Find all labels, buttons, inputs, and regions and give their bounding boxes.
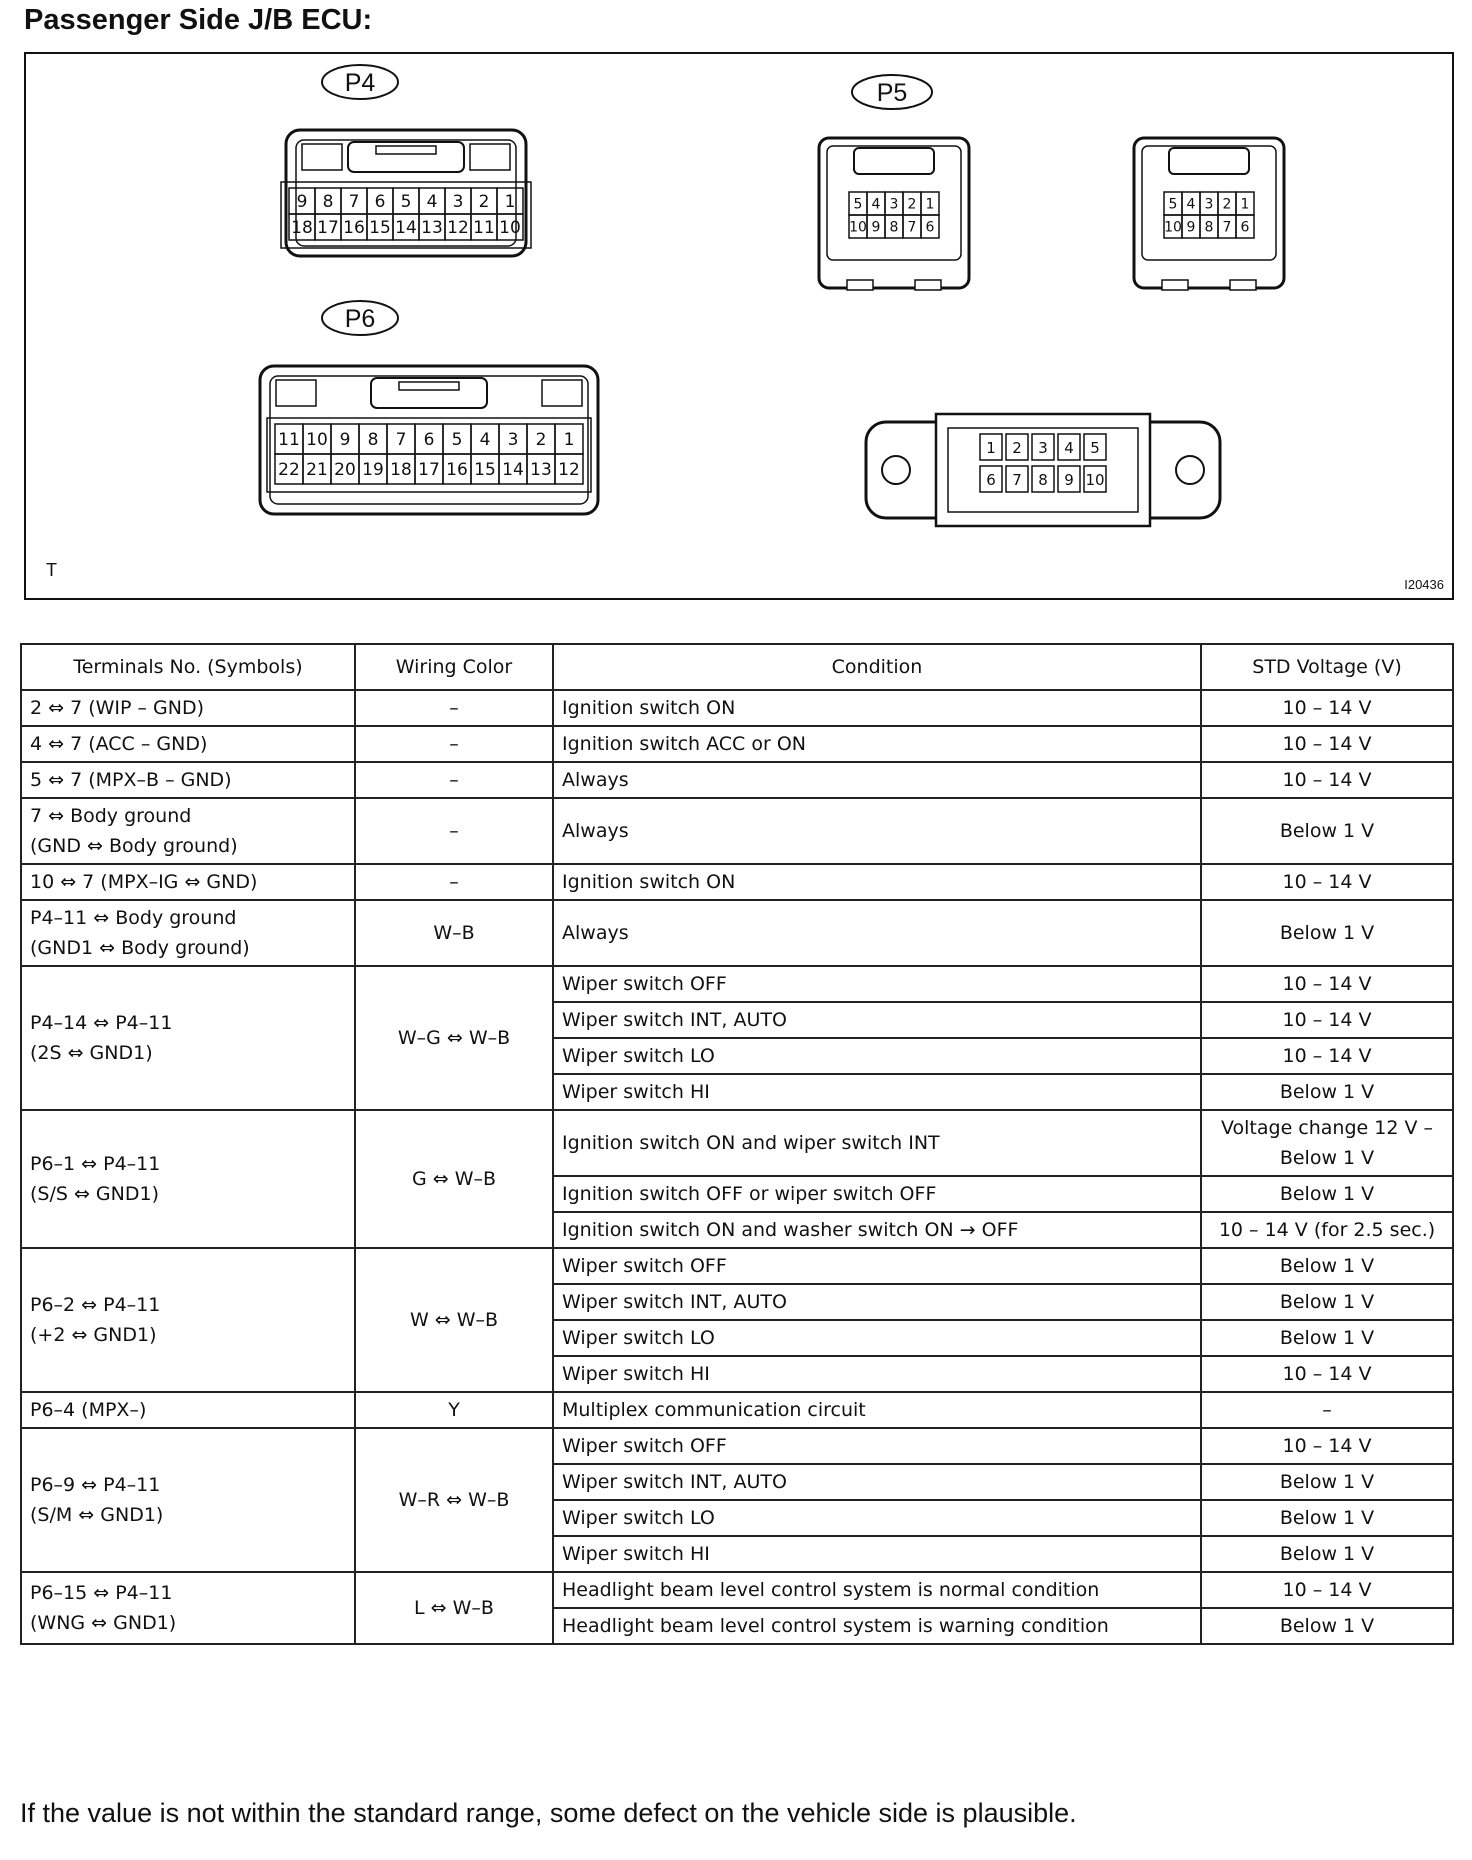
connector-pin: 7 (1012, 471, 1022, 489)
terminal-cell: 10 ⇔ 7 (MPX–IG ⇔ GND) (21, 864, 355, 900)
wiring-color-cell: G ⇔ W–B (355, 1110, 553, 1248)
terminal-cell: 7 ⇔ Body ground (GND ⇔ Body ground) (21, 798, 355, 864)
connector-pin: 18 (291, 218, 313, 239)
corner-mark: T (46, 560, 57, 580)
terminal-cell: 4 ⇔ 7 (ACC – GND) (21, 726, 355, 762)
table-row (21, 726, 1453, 762)
wiring-color-cell: L ⇔ W–B (355, 1572, 553, 1644)
table-row (21, 1392, 1453, 1428)
terminal-cell: P6–1 ⇔ P4–11 (S/S ⇔ GND1) (21, 1110, 355, 1248)
terminal-table (20, 643, 1452, 1645)
connector-pin: 10 (499, 218, 521, 239)
connector-pin: 10 (306, 430, 328, 451)
condition-cell: Headlight beam level control system is normal condition (553, 1572, 1201, 1608)
connector-pin: 3 (507, 430, 519, 451)
voltage-cell: Below 1 V (1201, 1320, 1453, 1356)
condition-cell: Wiper switch OFF (553, 966, 1201, 1002)
terminal-cell: P4–11 ⇔ Body ground (GND1 ⇔ Body ground) (21, 900, 355, 966)
connector-pin: 1 (504, 192, 516, 213)
connector-pin: 13 (530, 460, 552, 481)
wiring-color-cell: W–R ⇔ W–B (355, 1428, 553, 1572)
condition-cell: Wiper switch INT, AUTO (553, 1002, 1201, 1038)
voltage-cell: 10 – 14 V (1201, 726, 1453, 762)
connector-pin: 15 (369, 218, 391, 239)
table-row (21, 762, 1453, 798)
connector-diagram (24, 52, 1454, 600)
header-std-voltage: STD Voltage (V) (1201, 644, 1453, 690)
connector-pin: 2 (1222, 196, 1232, 213)
header-terminals: Terminals No. (Symbols) (21, 644, 355, 690)
connector-pin: 21 (306, 460, 328, 481)
terminal-cell: P6–4 (MPX–) (21, 1392, 355, 1428)
condition-cell: Wiper switch OFF (553, 1428, 1201, 1464)
connector-pin: 1 (986, 439, 996, 457)
table-row (21, 1248, 1453, 1284)
connector-pin: 8 (889, 219, 899, 236)
terminal-cell: P6–15 ⇔ P4–11 (WNG ⇔ GND1) (21, 1572, 355, 1644)
connector-pin: 4 (479, 430, 491, 451)
table-row (21, 864, 1453, 900)
connector-pin: 4 (426, 192, 438, 213)
table-row (21, 690, 1453, 726)
connector-pin: 6 (1240, 219, 1250, 236)
connector-pin: 10 (1085, 471, 1105, 489)
condition-cell: Wiper switch INT, AUTO (553, 1284, 1201, 1320)
voltage-cell: 10 – 14 V (for 2.5 sec.) (1201, 1212, 1453, 1248)
condition-cell: Wiper switch HI (553, 1074, 1201, 1110)
voltage-cell: Below 1 V (1201, 1500, 1453, 1536)
connector-label: P6 (344, 305, 376, 333)
connector-pin: 2 (478, 192, 490, 213)
condition-cell: Ignition switch ON and wiper switch INT (553, 1110, 1201, 1176)
condition-cell: Ignition switch ACC or ON (553, 726, 1201, 762)
connector-pin: 12 (558, 460, 580, 481)
terminal-cell: P6–2 ⇔ P4–11 (+2 ⇔ GND1) (21, 1248, 355, 1392)
condition-cell: Wiper switch HI (553, 1536, 1201, 1572)
voltage-cell: 10 – 14 V (1201, 690, 1453, 726)
connector-pin: 8 (322, 192, 334, 213)
terminal-cell: 2 ⇔ 7 (WIP – GND) (21, 690, 355, 726)
voltage-cell: 10 – 14 V (1201, 864, 1453, 900)
connector-label: P5 (876, 79, 908, 107)
header-wiring-color: Wiring Color (355, 644, 553, 690)
connector-label: P4 (344, 69, 376, 97)
condition-cell: Multiplex communication circuit (553, 1392, 1201, 1428)
connector-pin: 6 (423, 430, 435, 451)
connector-pin: 11 (278, 430, 300, 451)
connector-pin: 11 (473, 218, 495, 239)
table-row (21, 966, 1453, 1002)
voltage-cell: 10 – 14 V (1201, 1356, 1453, 1392)
connector-pin: 3 (452, 192, 464, 213)
table-row (21, 1110, 1453, 1176)
connector-pin: 7 (395, 430, 407, 451)
wiring-color-cell: W ⇔ W–B (355, 1248, 553, 1392)
connector-pin: 1 (563, 430, 575, 451)
condition-cell: Ignition switch ON and washer switch ON → OFF (553, 1212, 1201, 1248)
connector-pin: 5 (400, 192, 412, 213)
terminal-cell: 5 ⇔ 7 (MPX–B – GND) (21, 762, 355, 798)
voltage-cell: 10 – 14 V (1201, 1038, 1453, 1074)
connector-pin: 20 (334, 460, 356, 481)
connector-pin: 14 (502, 460, 524, 481)
connector-pin: 1 (925, 196, 935, 213)
voltage-cell: 10 – 14 V (1201, 1428, 1453, 1464)
connector-pin: 4 (1064, 439, 1074, 457)
connector-pin: 13 (421, 218, 443, 239)
connector-pin: 6 (374, 192, 386, 213)
connector-pin: 3 (1038, 439, 1048, 457)
connector-pin: 4 (1186, 196, 1196, 213)
terminal-cell: P6–9 ⇔ P4–11 (S/M ⇔ GND1) (21, 1428, 355, 1572)
wiring-color-cell: – (355, 726, 553, 762)
condition-cell: Wiper switch LO (553, 1320, 1201, 1356)
connector-pin: 16 (343, 218, 365, 239)
connector-pin: 9 (296, 192, 308, 213)
condition-cell: Wiper switch HI (553, 1356, 1201, 1392)
voltage-cell: 10 – 14 V (1201, 762, 1453, 798)
connector-pin: 2 (535, 430, 547, 451)
voltage-cell: Below 1 V (1201, 798, 1453, 864)
connector-pin: 5 (853, 196, 863, 213)
table-row (21, 900, 1453, 966)
voltage-cell: Below 1 V (1201, 1536, 1453, 1572)
wiring-color-cell: Y (355, 1392, 553, 1428)
connector-pin: 15 (474, 460, 496, 481)
connector-pin: 7 (1222, 219, 1232, 236)
connector-pin: 8 (367, 430, 379, 451)
connector-pin: 14 (395, 218, 417, 239)
connector-pin: 9 (1064, 471, 1074, 489)
connector-pin: 7 (907, 219, 917, 236)
table-row (21, 798, 1453, 864)
connector-pin: 17 (418, 460, 440, 481)
connector-pin: 7 (348, 192, 360, 213)
voltage-cell: 10 – 14 V (1201, 1572, 1453, 1608)
connector-pin: 17 (317, 218, 339, 239)
wiring-color-cell: – (355, 762, 553, 798)
wiring-color-cell: W–B (355, 900, 553, 966)
page-title: Passenger Side J/B ECU: (24, 4, 373, 36)
terminal-cell: P4–14 ⇔ P4–11 (2S ⇔ GND1) (21, 966, 355, 1110)
table-row (21, 1572, 1453, 1608)
connector-pin: 16 (446, 460, 468, 481)
voltage-cell: 10 – 14 V (1201, 966, 1453, 1002)
connector-pin: 5 (1168, 196, 1178, 213)
voltage-cell: Below 1 V (1201, 1284, 1453, 1320)
condition-cell: Always (553, 900, 1201, 966)
connector-pin: 6 (925, 219, 935, 236)
connector-pin: 10 (1164, 219, 1182, 236)
voltage-cell: – (1201, 1392, 1453, 1428)
connector-pin: 8 (1204, 219, 1214, 236)
wiring-color-cell: W–G ⇔ W–B (355, 966, 553, 1110)
connector-pin: 4 (871, 196, 881, 213)
voltage-cell: Below 1 V (1201, 1074, 1453, 1110)
connector-pin: 3 (1204, 196, 1214, 213)
connector-pin: 5 (451, 430, 463, 451)
condition-cell: Always (553, 798, 1201, 864)
connector-pin: 22 (278, 460, 300, 481)
connector-pin: 1 (1240, 196, 1250, 213)
wiring-color-cell: – (355, 798, 553, 864)
wiring-color-cell: – (355, 690, 553, 726)
condition-cell: Wiper switch LO (553, 1500, 1201, 1536)
voltage-cell: Below 1 V (1201, 1248, 1453, 1284)
condition-cell: Always (553, 762, 1201, 798)
condition-cell: Headlight beam level control system is warning condition (553, 1608, 1201, 1644)
connector-pin: 8 (1038, 471, 1048, 489)
condition-cell: Ignition switch OFF or wiper switch OFF (553, 1176, 1201, 1212)
connector-pin: 6 (986, 471, 996, 489)
voltage-cell: 10 – 14 V (1201, 1002, 1453, 1038)
voltage-cell: Voltage change 12 V – Below 1 V (1201, 1110, 1453, 1176)
voltage-cell: Below 1 V (1201, 1608, 1453, 1644)
voltage-cell: Below 1 V (1201, 1464, 1453, 1500)
voltage-cell: Below 1 V (1201, 1176, 1453, 1212)
connector-pin: 12 (447, 218, 469, 239)
connector-pin: 3 (889, 196, 899, 213)
header-condition: Condition (553, 644, 1201, 690)
connector-pin: 9 (1186, 219, 1196, 236)
voltage-cell: Below 1 V (1201, 900, 1453, 966)
condition-cell: Ignition switch ON (553, 864, 1201, 900)
connector-pin: 10 (849, 219, 867, 236)
connector-pin: 19 (362, 460, 384, 481)
connector-pin: 5 (1090, 439, 1100, 457)
condition-cell: Wiper switch OFF (553, 1248, 1201, 1284)
wiring-color-cell: – (355, 864, 553, 900)
connector-pin: 2 (907, 196, 917, 213)
figure-id: I20436 (1404, 577, 1444, 592)
footnote: If the value is not within the standard range, some defect on the vehicle side is plausible. (20, 1798, 1077, 1828)
connector-pin: 9 (339, 430, 351, 451)
connector-pin: 2 (1012, 439, 1022, 457)
connector-pin: 9 (871, 219, 881, 236)
table-row (21, 1428, 1453, 1464)
condition-cell: Wiper switch LO (553, 1038, 1201, 1074)
condition-cell: Ignition switch ON (553, 690, 1201, 726)
connector-pin: 18 (390, 460, 412, 481)
condition-cell: Wiper switch INT, AUTO (553, 1464, 1201, 1500)
